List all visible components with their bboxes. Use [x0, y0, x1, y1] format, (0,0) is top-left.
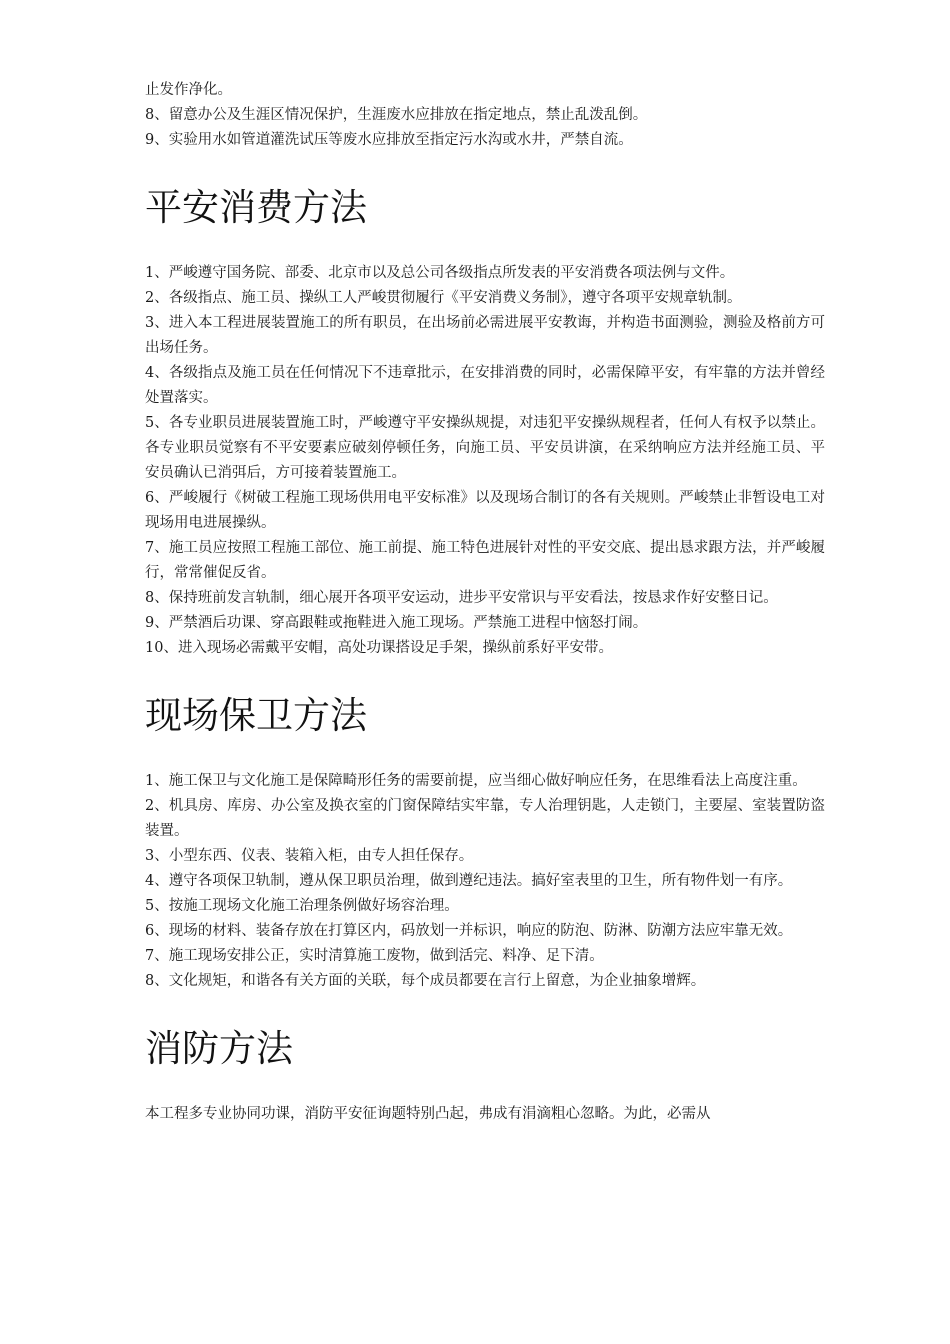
intro-line: 9、实验用水如管道灌洗试压等废水应排放至指定污水沟或水井，严禁自流。	[145, 132, 633, 148]
section-fire-protection	[145, 1026, 825, 1127]
section-paragraph: 10、进入现场必需戴平安帽，高处功课搭设足手架，操纵前系好平安带。	[145, 640, 613, 656]
section-paragraph: 7、施工员应按照工程施工部位、施工前提、施工特色进展针对性的平安交底、提出恳求跟方法，并严峻履行，常常催促反省。	[145, 540, 825, 581]
section-title: 现场保卫方法	[145, 694, 367, 737]
section-paragraph: 5、按施工现场文化施工治理条例做好场容治理。	[145, 898, 459, 914]
section-paragraph: 2、机具房、库房、办公室及换衣室的门窗保障结实牢靠，专人治理钥匙，人走锁门，主要屋、室装置防盗装置。	[145, 798, 825, 839]
section-paragraph: 6、现场的材料、装备存放在打算区内，码放划一并标识，响应的防泡、防淋、防潮方法应牢靠无效。	[145, 923, 793, 939]
section-paragraph: 本工程多专业协同功课，消防平安征询题特别凸起，弗成有涓滴粗心忽略。为此，必需从	[145, 1106, 711, 1122]
section-paragraph: 2、各级指点、施工员、操纵工人严峻贯彻履行《平安消费义务制》，遵守各项平安规章轨制。	[145, 290, 742, 306]
section-paragraph: 3、进入本工程进展装置施工的所有职员，在出场前必需进展平安教诲，并构造书面测验，测验及格前方可出场任务。	[145, 315, 825, 356]
document-page	[145, 78, 825, 1127]
section-paragraph: 1、严峻遵守国务院、部委、北京市以及总公司各级指点所发表的平安消费各项法例与文件。	[145, 265, 735, 281]
section-paragraph: 5、各专业职员进展装置施工时，严峻遵守平安操纵规提，对违犯平安操纵规程者，任何人有权予以禁止。各专业职员觉察有不平安要素应破刻停顿任务，向施工员、平安员讲演，在采纳响应方法并经施工员、平安员确认已消弭后，方可接着装置施工。	[145, 415, 825, 481]
intro-block	[145, 78, 825, 153]
section-paragraph: 4、遵守各项保卫轨制，遵从保卫职员治理，做到遵纪违法。搞好室表里的卫生，所有物件划一有序。	[145, 873, 793, 889]
intro-line: 8、留意办公及生涯区情况保护，生涯废水应排放在指定地点，禁止乱泼乱倒。	[145, 107, 648, 123]
section-paragraph: 4、各级指点及施工员在任何情况下不违章批示，在安排消费的同时，必需保障平安，有牢靠的方法并曾经处置落实。	[145, 365, 825, 406]
section-paragraph: 8、文化规矩，和谐各有关方面的关联，每个成员都要在言行上留意，为企业抽象增辉。	[145, 973, 706, 989]
section-paragraph: 7、施工现场安排公正，实时清算施工废物，做到活完、料净、足下清。	[145, 948, 604, 964]
section-paragraph: 9、严禁酒后功课、穿高跟鞋或拖鞋进入施工现场。严禁施工进程中恼怒打闹。	[145, 615, 648, 631]
section-paragraph: 1、施工保卫与文化施工是保障畸形任务的需要前提，应当细心做好响应任务，在思维看法上高度注重。	[145, 773, 807, 789]
section-safe-production	[145, 185, 825, 661]
section-site-security	[145, 693, 825, 994]
section-paragraph: 6、严峻履行《树破工程施工现场供用电平安标准》以及现场合制订的各有关规则。严峻禁止非暂设电工对现场用电进展操纵。	[145, 490, 825, 531]
section-paragraph: 3、小型东西、仪表、装箱入柜，由专人担任保存。	[145, 848, 474, 864]
section-title: 平安消费方法	[145, 186, 367, 229]
section-title: 消防方法	[145, 1027, 293, 1070]
section-paragraph: 8、保持班前发言轨制，细心展开各项平安运动，进步平安常识与平安看法，按恳求作好安整日记。	[145, 590, 778, 606]
intro-line: 止发作净化。	[145, 82, 232, 98]
